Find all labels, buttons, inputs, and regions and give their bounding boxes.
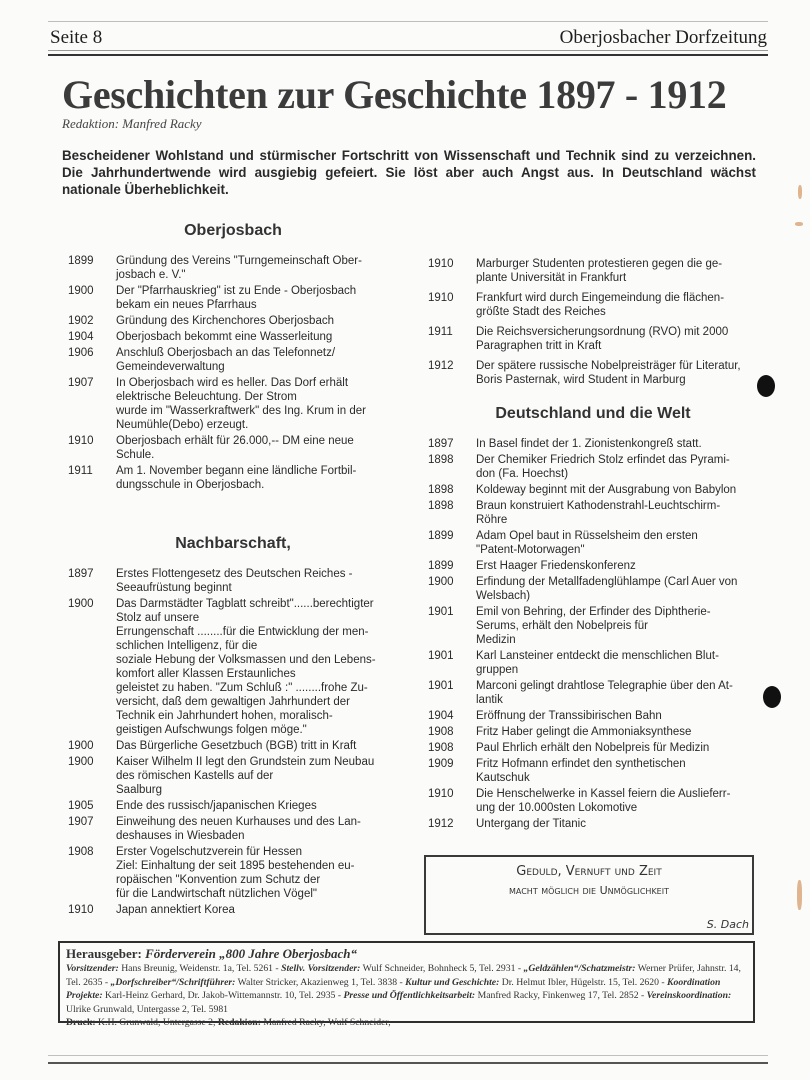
timeline-entry xyxy=(428,291,758,319)
entry-year: 1899 xyxy=(428,530,454,542)
entry-text: Erstes Flottengesetz des Deutschen Reiches - Seeaufrüstung beginnt xyxy=(116,568,353,594)
entry-text: Einweihung des neuen Kurhauses und des Lan- deshauses in Wiesbaden xyxy=(116,816,361,842)
role-label: Vereinskoordination: xyxy=(646,990,732,1001)
footer-rule-thin xyxy=(48,1055,768,1056)
timeline-entry xyxy=(428,359,758,387)
entry-year: 1911 xyxy=(68,465,93,477)
section-heading-nachbarschaft: Nachbarschaft, xyxy=(175,535,291,552)
entry-text: Die Reichsversicherungsordnung (RVO) mit 2000 Paragraphen tritt in Kraft xyxy=(476,326,729,352)
footer-rule xyxy=(48,1062,768,1064)
print-value: K.H. Grunwald, Untergasse 2, xyxy=(98,1017,216,1028)
entry-year: 1898 xyxy=(428,484,454,496)
timeline-entry xyxy=(428,575,758,603)
timeline-entry xyxy=(428,529,758,557)
timeline-entry xyxy=(428,787,758,815)
entry-year: 1897 xyxy=(68,568,94,580)
header-rule xyxy=(48,54,768,56)
right-column xyxy=(428,257,758,833)
entry-year: 1910 xyxy=(428,292,454,304)
oberjosbach-timeline xyxy=(68,254,398,492)
entry-text: Emil von Behring, der Erfinder des Diphtherie- Serums, erhält den Nobelpreis für Medizin xyxy=(476,606,711,646)
timeline-entry xyxy=(428,499,758,527)
timeline-entry xyxy=(68,464,398,492)
entry-text: Untergang der Titanic xyxy=(476,818,586,830)
timeline-entry xyxy=(428,605,758,647)
entry-text: Marconi gelingt drahtlose Telegraphie über den At- lantik xyxy=(476,680,733,706)
entry-text: Eröffnung der Transsibirischen Bahn xyxy=(476,710,662,722)
entry-text: Japan annektiert Korea xyxy=(116,904,235,916)
deutschland-welt-timeline xyxy=(428,437,758,831)
entry-text: Das Bürgerliche Gesetzbuch (BGB) tritt in Kraft xyxy=(116,740,357,752)
entry-text: Ende des russisch/japanischen Krieges xyxy=(116,800,317,812)
left-column xyxy=(68,222,398,919)
timeline-entry xyxy=(68,567,398,595)
header-top-rule xyxy=(48,21,768,22)
timeline-entry xyxy=(68,799,398,813)
entry-year: 1909 xyxy=(428,758,454,770)
publisher-name: Förderverein „800 Jahre Oberjosbach“ xyxy=(145,946,358,961)
rust-stain-lower xyxy=(797,880,802,910)
role-label: „Geldzählen“/Schatzmeistr: xyxy=(523,963,636,974)
timeline-entry xyxy=(428,679,758,707)
timeline-entry xyxy=(68,376,398,432)
entry-year: 1900 xyxy=(68,756,94,768)
entry-year: 1911 xyxy=(428,326,453,338)
entry-year: 1898 xyxy=(428,500,454,512)
timeline-entry xyxy=(428,725,758,739)
entry-year: 1901 xyxy=(428,680,454,692)
entry-text: Fritz Hofmann erfindet den synthetischen Kautschuk xyxy=(476,758,686,784)
article-title: Geschichten zur Geschichte 1897 - 1912 xyxy=(62,72,727,117)
section-heading-oberjosbach: Oberjosbach xyxy=(184,222,282,239)
entry-year: 1897 xyxy=(428,438,454,450)
entry-text: Marburger Studenten protestieren gegen die ge- plante Universität in Frankfurt xyxy=(476,258,723,284)
entry-text: Fritz Haber gelingt die Ammoniaksynthese xyxy=(476,726,692,738)
entry-year: 1912 xyxy=(428,818,454,830)
entry-year: 1900 xyxy=(68,285,94,297)
entry-year: 1910 xyxy=(428,788,454,800)
entry-year: 1910 xyxy=(68,435,94,447)
entry-text: Braun konstruiert Kathodenstrahl-Leuchtschirm- Röhre xyxy=(476,500,721,526)
timeline-entry xyxy=(428,483,758,497)
entry-year: 1907 xyxy=(68,377,94,389)
page-number: Seite 8 xyxy=(50,27,103,48)
role-value: Hans Breunig, Weidenstr. 1a, Tel. 5261 - xyxy=(121,963,282,974)
timeline-entry xyxy=(68,346,398,374)
punch-hole-upper xyxy=(757,375,775,397)
entry-year: 1912 xyxy=(428,360,454,372)
entry-year: 1899 xyxy=(68,255,94,267)
imprint-box xyxy=(58,941,755,1028)
article-lead: Bescheidener Wohlstand und stürmischer Fortschritt von Wissenschaft und Technik sind zu verzeichnen. Die Jahrhundertwende wird ausgiebig gefeiert. Sie löst aber auch Angst aus. In Deutschland wächst nationale Überheblichkeit. xyxy=(62,148,756,197)
timeline-entry xyxy=(68,815,398,843)
publisher-label: Herausgeber: xyxy=(66,946,142,961)
entry-year: 1906 xyxy=(68,347,94,359)
entry-year: 1900 xyxy=(428,576,454,588)
timeline-entry xyxy=(68,330,398,344)
entry-text: Die Henschelwerke in Kassel feiern die Auslieferr- ung der 10.000sten Lokomotive xyxy=(476,788,731,814)
entry-year: 1901 xyxy=(428,606,454,618)
timeline-entry xyxy=(68,254,398,282)
role-value: Karl-Heinz Gerhard, Dr. Jakob-Wittemannstr. 10, Tel. 2935 - xyxy=(105,990,344,1001)
role-value: Werner Prüfer, Jahnstr. 14, Tel. 2635 - xyxy=(66,963,741,988)
quote-line-2: macht möglich die Unmöglichkeit xyxy=(508,884,669,897)
entry-year: 1907 xyxy=(68,816,94,828)
entry-year: 1910 xyxy=(428,258,454,270)
article-byline: Redaktion: Manfred Racky xyxy=(62,116,202,131)
role-label: Stellv. Vorsitzender: xyxy=(281,963,361,974)
role-label: Presse und Öffentlichkeitsarbeit: xyxy=(343,990,476,1001)
editor-label: Redakion: xyxy=(217,1017,261,1028)
timeline-entry xyxy=(428,325,758,353)
imprint-publisher xyxy=(66,946,747,962)
entry-text: Der spätere russische Nobelpreisträger für Literatur, Boris Pasternak, wird Student in Marburg xyxy=(476,360,741,386)
timeline-entry xyxy=(428,257,758,285)
entry-year: 1904 xyxy=(428,710,454,722)
entry-year: 1900 xyxy=(68,598,94,610)
entry-year: 1901 xyxy=(428,650,454,662)
entry-year: 1898 xyxy=(428,454,454,466)
publication-name: Oberjosbacher Dorfzeitung xyxy=(559,27,767,48)
entry-year: 1908 xyxy=(68,846,94,858)
entry-text: Koldeway beginnt mit der Ausgrabung von Babylon xyxy=(476,484,737,496)
print-label: Druck: xyxy=(66,1017,96,1028)
entry-text: Der "Pfarrhauskrieg" ist zu Ende - Oberjosbach bekam ein neues Pfarrhaus xyxy=(116,285,357,311)
entry-text: Karl Lansteiner entdeckt die menschlichen Blut- gruppen xyxy=(476,650,719,676)
role-value: Walter Stricker, Akazienweg 1, Tel. 3838 - xyxy=(237,976,406,988)
timeline-entry xyxy=(68,314,398,328)
rust-stain-upper xyxy=(798,185,802,199)
role-value: Wulf Schneider, Bohnheck 5, Tel. 2931 - xyxy=(362,963,524,974)
entry-text: In Basel findet der 1. Zionistenkongreß statt. xyxy=(476,438,702,450)
timeline-entry xyxy=(428,709,758,723)
entry-year: 1900 xyxy=(68,740,94,752)
entry-text: Frankfurt wird durch Eingemeindung die flächen- größte Stadt des Reiches xyxy=(476,292,725,318)
timeline-entry xyxy=(68,903,398,917)
timeline-entry xyxy=(428,741,758,755)
timeline-entry xyxy=(68,434,398,462)
timeline-entry xyxy=(428,817,758,831)
entry-text: Am 1. November begann eine ländliche Fortbil- dungsschule in Oberjosbach. xyxy=(116,465,357,491)
quote-author: S. Dach xyxy=(706,918,749,931)
entry-text: Erst Haager Friedenskonferenz xyxy=(476,560,636,572)
entry-text: Gründung des Vereins "Turngemeinschaft Ober- josbach e. V." xyxy=(116,255,362,281)
role-value: Manfred Racky, Finkenweg 17, Tel. 2852 - xyxy=(477,990,647,1001)
timeline-entry xyxy=(68,845,398,901)
entry-year: 1902 xyxy=(68,315,94,327)
entry-text: Paul Ehrlich erhält den Nobelpreis für Medizin xyxy=(476,742,710,754)
imprint-roles xyxy=(66,962,747,1016)
entry-text: Erfindung der Metallfadenglühlampe (Carl Auer von Welsbach) xyxy=(476,576,738,602)
entry-year: 1899 xyxy=(428,560,454,572)
timeline-entry xyxy=(428,649,758,677)
entry-text: Adam Opel baut in Rüsselsheim den ersten "Patent-Motorwagen" xyxy=(476,530,698,556)
timeline-entry xyxy=(68,597,398,737)
entry-year: 1910 xyxy=(68,904,94,916)
timeline-entry xyxy=(428,453,758,481)
role-value: Ulrike Grunwald, Untergasse 2, Tel. 5981 xyxy=(66,1003,229,1015)
role-label: Kultur und Geschichte: xyxy=(405,976,500,988)
timeline-entry xyxy=(68,284,398,312)
entry-text: Kaiser Wilhelm II legt den Grundstein zum Neubau des römischen Kastells auf der Saalburg xyxy=(116,756,375,796)
nachbarschaft-timeline-continued xyxy=(428,257,758,387)
entry-text: Erster Vogelschutzverein für Hessen Ziel: Einhaltung der seit 1895 bestehenden eu- ropäischen "Konvention zum Schutz der für die Landwirtschaft nützlichen Vögel" xyxy=(116,846,355,900)
punch-hole-lower xyxy=(763,686,781,708)
entry-text: Gründung des Kirchenchores Oberjosbach xyxy=(116,315,334,327)
quote-line-1: Geduld, Vernuft und Zeit xyxy=(516,864,662,879)
timeline-entry xyxy=(428,559,758,573)
role-value: Dr. Helmut Ibler, Hügelstr. 15, Tel. 2620 - xyxy=(501,976,668,988)
timeline-entry xyxy=(428,757,758,785)
entry-text: Oberjosbach erhält für 26.000,-- DM eine neue Schule. xyxy=(116,435,354,461)
timeline-entry xyxy=(428,437,758,451)
quote-box xyxy=(424,855,754,935)
timeline-entry xyxy=(68,739,398,753)
entry-text: Der Chemiker Friedrich Stolz erfindet das Pyrami- don (Fa. Hoechst) xyxy=(476,454,730,480)
role-label: „Dorfschreiber“/Schriftführer: xyxy=(110,976,236,988)
entry-year: 1904 xyxy=(68,331,94,343)
entry-year: 1908 xyxy=(428,742,454,754)
entry-text: Anschluß Oberjosbach an das Telefonnetz/ Gemeindeverwaltung xyxy=(116,347,336,373)
entry-year: 1905 xyxy=(68,800,94,812)
entry-text: Oberjosbach bekommt eine Wasserleitung xyxy=(116,331,333,343)
section-heading-deutschland-welt: Deutschland und die Welt xyxy=(495,405,691,422)
entry-text: In Oberjosbach wird es heller. Das Dorf erhält elektrische Beleuchtung. Der Strom wurde im "Wasserkraftwerk" des Ing. Krum in der Neumühle(Debo) erzeugt. xyxy=(116,377,366,431)
entry-text: Das Darmstädter Tagblatt schreibt"......berechtigter Stolz auf unsere Errungenschaft ........für die Entwicklung der men- schlichen Intelligenz, für die soziale Hebung der Volksmassen und den Lebens- komfort aller Klassen Erstaunliches geleistet zu haben. "Zum Schluß :" ........frohe Zu- versicht, daß dem gewaltigen Jahrhundert der Technik ein Jahrhundert hohen, moralisch- geistigen Aufschwungs folgen möge." xyxy=(116,598,376,736)
entry-year: 1908 xyxy=(428,726,454,738)
rust-stain-upper-2 xyxy=(795,222,803,226)
role-label: Koordination Projekte: xyxy=(66,976,721,1001)
header-rule-thin xyxy=(48,50,768,51)
timeline-entry xyxy=(68,755,398,797)
editor-value: Manfred Racky, Wulf Schneider, xyxy=(263,1017,391,1028)
nachbarschaft-timeline xyxy=(68,567,398,917)
role-label: Vorsitzender: xyxy=(66,963,119,974)
imprint-print-line xyxy=(66,1016,747,1030)
